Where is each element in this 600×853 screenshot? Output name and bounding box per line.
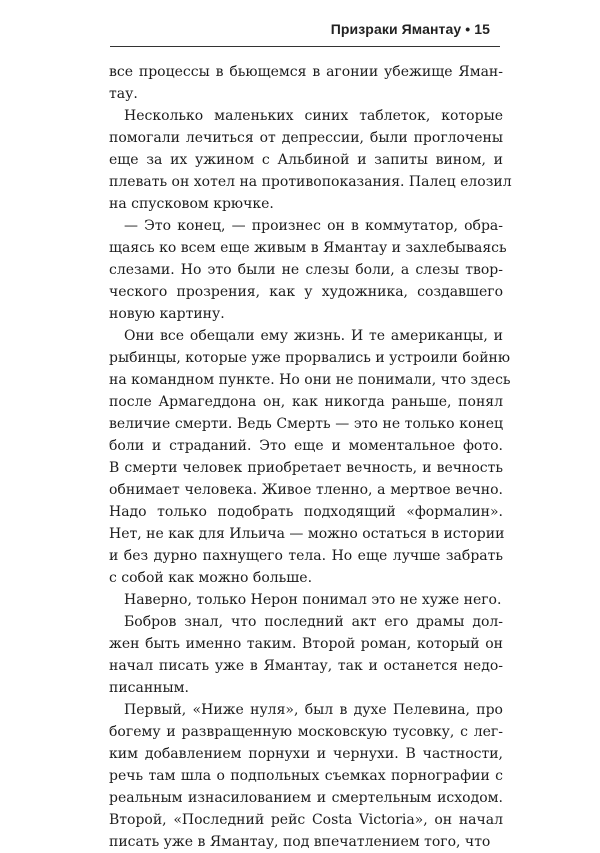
text-line: ческого прозрения, как у художника, создавшего (109, 284, 503, 300)
text-line: на спусковом крючке. (109, 196, 274, 212)
text-line: после Армагеддона он, как никогда раньше, понял (109, 394, 503, 410)
text-line: с собой как можно больше. (109, 570, 313, 586)
text-line: обнимает человека. Живое тленно, а мертвое вечно. (109, 482, 503, 498)
text-line: новую картину. (109, 306, 225, 322)
text-line: Несколько маленьких синих таблеток, которые (124, 108, 503, 124)
paragraph (109, 215, 507, 325)
text-line: речь там шла о подпольных съемках порнографии с (109, 768, 503, 784)
text-line: начал писать уже в Ямантау, так и останется недо- (109, 658, 503, 674)
text-line: Наверно, только Нерон понимал это не хуже него. (124, 592, 502, 608)
running-head: Призраки Ямантау • 15 (330, 21, 490, 37)
text-line: Бобров знал, что последний акт его драмы дол- (124, 614, 503, 630)
text-line: писанным. (109, 680, 189, 696)
text-line: тау. (109, 86, 138, 102)
body-text (109, 61, 512, 853)
text-line: плевать он хотел на противопоказания. Палец елозил (109, 174, 512, 190)
text-line: боли и страданий. Это еще и моментальное фото. (109, 438, 503, 454)
text-line: Первый, «Ниже нуля», был в духе Пелевина, про (124, 702, 503, 718)
header-rule (110, 46, 500, 47)
text-line: Нет, не как для Ильича — можно остаться в истории (109, 526, 505, 542)
paragraph (109, 105, 512, 215)
text-line: жен быть именно таким. Второй роман, который он (109, 636, 503, 652)
text-line: ким добавлением порнухи и чернухи. В частности, (109, 746, 503, 762)
text-line: щаясь ко всем еще живым в Ямантау и захлебываясь (109, 240, 507, 256)
paragraph (109, 589, 503, 611)
paragraph (109, 61, 503, 105)
text-line: В смерти человек приобретает вечность, и вечность (109, 460, 503, 476)
text-line: Надо только подобрать подходящий «формалин». (109, 504, 503, 520)
text-line: Второй, «Последний рейс Costa Victoria», он начал (109, 812, 503, 828)
text-line: и без дурно пахнущего тела. Но еще лучше забрать (109, 548, 503, 564)
paragraph (109, 699, 503, 853)
text-line: еще за их ужином с Альбиной и запиты вином, и (109, 152, 503, 168)
text-line: помогали лечиться от депрессии, были проглочены (109, 130, 503, 146)
text-line: на командном пункте. Но они не понимали, что здесь (109, 372, 511, 388)
paragraph (109, 325, 511, 589)
text-line: Они все обещали ему жизнь. И те американцы, и (124, 328, 503, 344)
text-line: богему и развращенную московскую тусовку, с лег- (109, 724, 503, 740)
text-line: рыбинцы, которые уже прорвались и устроили бойню (109, 350, 511, 366)
text-line: реальным изнасилованием и смертельным исходом. (109, 790, 503, 806)
text-line: писать уже в Ямантау, под впечатлением того, что (109, 834, 491, 850)
text-line: слезами. Но это были не слезы боли, а слезы твор- (109, 262, 503, 278)
text-line: все процессы в бьющемся в агонии убежище Яман- (109, 64, 503, 80)
text-line: величие смерти. Ведь Смерть — это не только конец (109, 416, 503, 432)
paragraph (109, 611, 503, 699)
text-line: — Это конец, — произнес он в коммутатор, обра- (124, 218, 503, 234)
